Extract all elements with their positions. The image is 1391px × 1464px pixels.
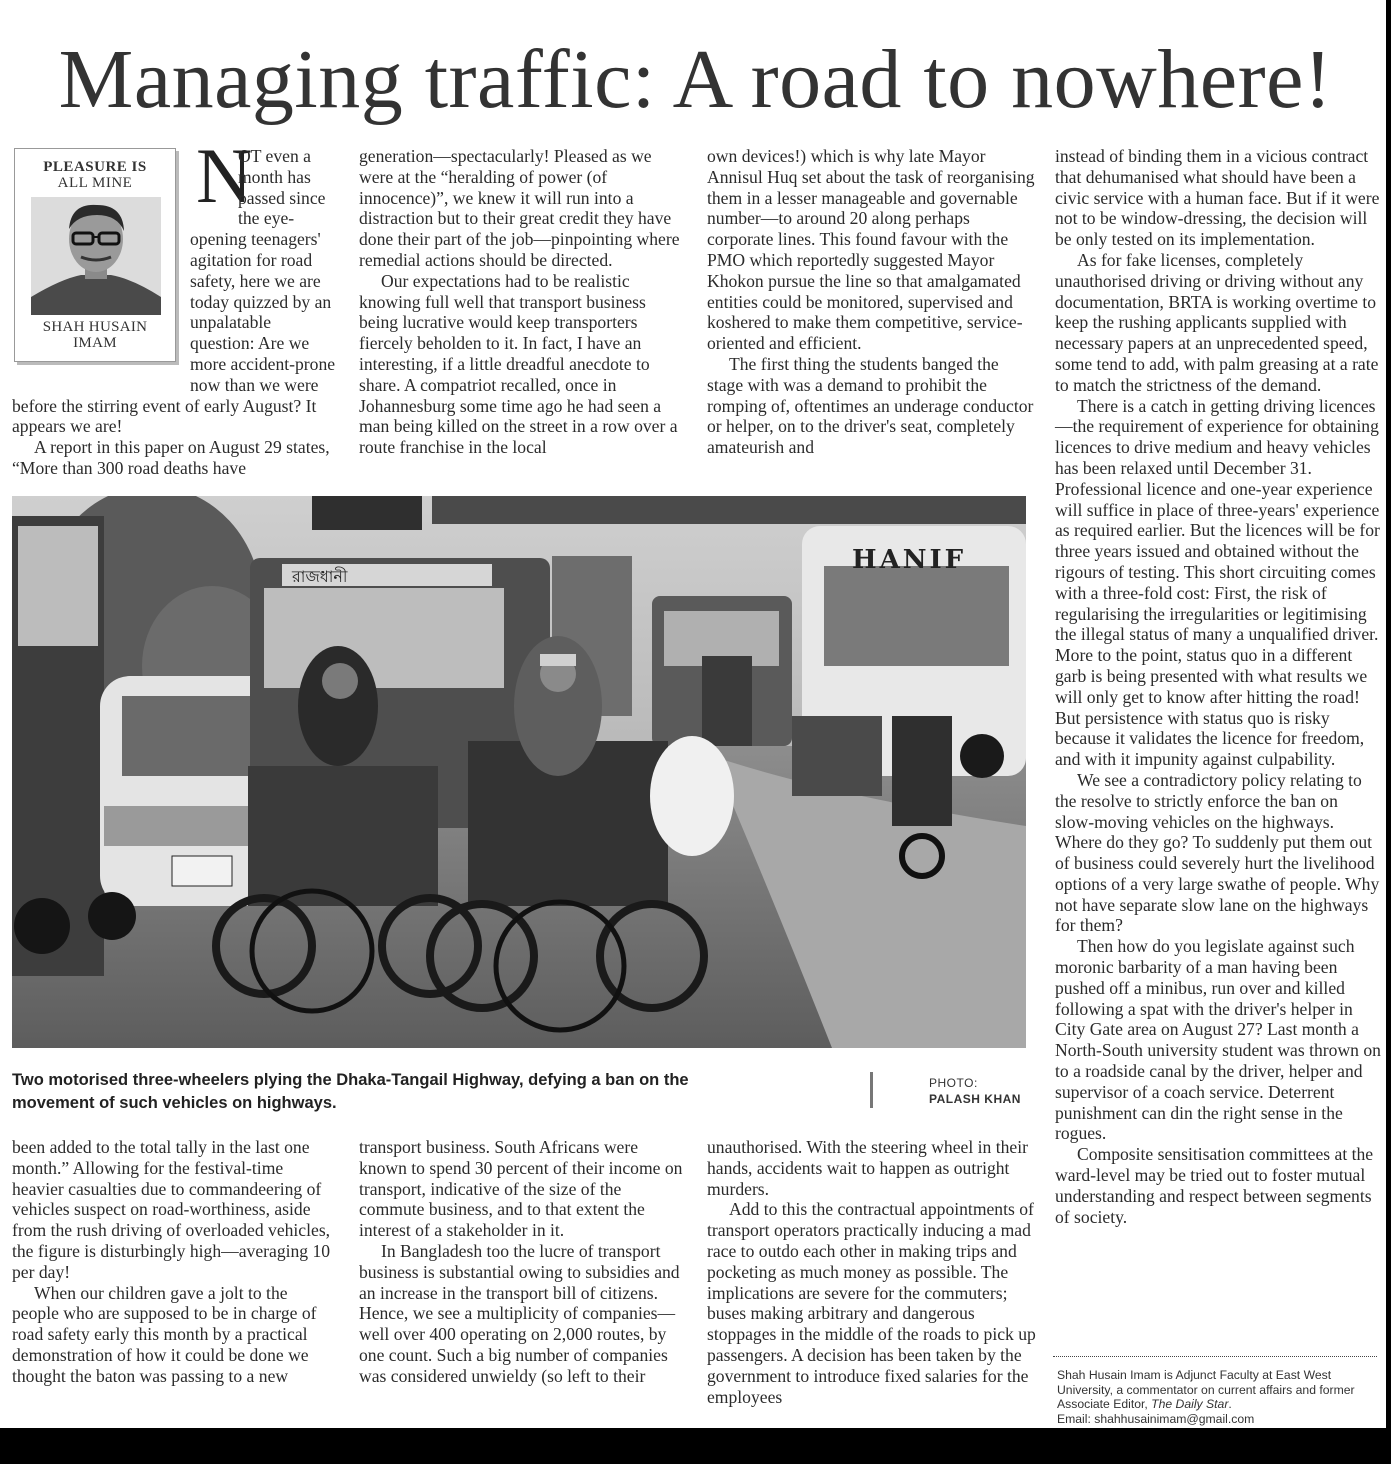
col1-bot-para-2: When our children gave a jolt to the people who are supposed to be in charge of road safety early this month by a practical demonstration of how it could be done we thought the baton was passing to a new [12,1282,317,1386]
col1-top-para-1: OT even a month has passed since the eye-opening teenagers' agitation for road safety, here we are today quizzed by an unpalatable question: Are we more accident-prone now than we were before the stirring event of early August? It appears we are! [12,146,336,437]
column-4 [1055,146,1381,1227]
column-name-line1: PLEASURE IS [43,159,147,175]
column-name-line2: ALL MINE [57,175,133,191]
column-1-bottom [12,1137,338,1387]
col3-bot-para-2: Add to this the contractual appointments of transport operators practically inducing a mad race to outdo each other in making trips and pocketing as much money as possible. The implications are severe for the commuters; buses making arbitrary and dangerous stoppages in the middle of the roads to pick up passengers. A decision has been taken by the government to introduce fixed salaries for the employees [707,1199,1036,1407]
col2-bot-para-1: transport business. South Africans were known to spend 30 percent of their income on transport, indicative of the size of the commute business, and to that extent the interest of a stakeholder in it. [359,1137,683,1241]
col2-top-para-2: Our expectations had to be realistic knowing full well that transport business being lucrative would keep transporters fiercely beholden to it. In fact, I have an interesting, if a little dreadful anecdote to share. A compatriot recalled, once in Johannesburg some time ago he had seen a man being killed on the street in a row over a route franchise in the local [359,270,678,458]
author-name-line1: SHAH HUSAIN [42,319,148,335]
photo-credit [929,1075,1021,1107]
col4-para-4: We see a contradictory policy relating to the resolve to strictly enforce the ban on slow-moving vehicles on the highways. Where do they go? To suddenly put them out of business could severely hurt the livelihood options of a very large swathe of people. Why not have separate slow lane on the highways for them? [1055,769,1380,936]
scan-edge-bottom [0,1428,1391,1464]
col2-top-para-1: generation—spectacularly! Pleased as we were at the “heralding of power (of innocence)”, we knew it will run into a distraction but to their great credit they have done their part of the job—pinpointing where remedial actions should be directed. [359,146,680,270]
col4-para-6: Composite sensitisation committees at the ward-level may be tried out to foster mutual understanding and respect between segments of society. [1055,1144,1374,1227]
col4-para-2: As for fake licenses, completely unauthorised driving or driving without any documentation, BRTA is working overtime to keep the rushing applicants supplied with necessary papers at an unprecedented speed, some tend to add, with palm greasing at a rate to match the strictness of the demand. [1055,249,1379,395]
col1-top-para-2: A report in this paper on August 29 states, “More than 300 road deaths have [12,437,330,478]
col3-top-para-1: own devices!) which is why late Mayor Annisul Huq set about the task of reorganising them in a lesser manageable and governable number—to around 20 along perhaps corporate lines. This found favour with the PMO which reportedly suggested Mayor Khokon pursue the line so that amalgamated entities could be monitored, supervised and koshered to make them competitive, service-oriented and efficient. [707,146,1035,354]
col3-top-para-2: The first thing the students banged the stage with was a demand to prohibit the romping of, oftentimes an underage conductor or helper, on to the driver's seat, completely amateurish and [707,353,1034,458]
col1-bot-para-1: been added to the total tally in the last one month.” Allowing for the festival-time heavier casualties due to commandeering of vehicles suspect on road-worthiness, aside from the rush driving of overloaded vehicles, the figure is disturbingly high—averaging 10 per day! [12,1137,331,1282]
bus-sign-left: রাজধানী [292,567,348,586]
footnote-period: . [1228,1397,1232,1411]
traffic-photo-illustration [12,496,1026,1048]
credit-divider [870,1072,873,1108]
photo-caption: Two motorised three-wheelers plying the Dhaka-Tangail Highway, defying a ban on the movement of such vehicles on highways. [12,1071,689,1112]
col4-para-5: Then how do you legislate against such moronic barbarity of a man having been pushed off a minibus, run over and killed following a spat with the driver's helper in City Gate area on August 27? Last month a North-South university student was thrown on to a roadside canal by the driver, helper and supervisor of a coach service. Deterrent punishment can din the right sense in the rogues. [1055,936,1381,1144]
col4-para-1: instead of binding them in a vicious contract that dehumanised what should have been a civic service with a human face. But if it were not to be window-dressing, the decision will be only tested on its implementation. [1055,146,1380,250]
photo-credit-name: PALASH KHAN [929,1092,1021,1106]
footnote-text: Shah Husain Imam is Adjunct Faculty at East West University, a commentator on current affairs and former Associate Editor, [1057,1368,1355,1411]
column-3-bottom [707,1137,1037,1407]
author-name-line2: IMAM [73,335,117,351]
column-1-top [12,146,338,479]
footnote-email: Email: shahhusainimam@gmail.com [1057,1411,1255,1426]
scan-edge-right [1386,0,1391,1428]
column-2-bottom [359,1137,689,1387]
photo-credit-label: PHOTO: [929,1076,978,1090]
footnote-publication: The Daily Star [1151,1397,1229,1411]
column-3-top [707,146,1037,458]
author-footnote [1057,1368,1379,1426]
col4-para-3: There is a catch in getting driving licences—the requirement of experience for obtaining licences to drive medium and heavy vehicles has been relaxed until December 31. Professional licence and one-year experience will suffice in place of three-years' experience as required earlier. But the licences will be for three years issued and obtained without the rigours of testing. This short circuiting comes with a three-fold cost: First, the risk of regularising the irregularities or legitimising the illegal status of many a unqualified driver. More to the point, status quo in a different garb is being presented with what results we will only get to know after hitting the road! But persistence with status quo is risky because it validates the licence for freedom, and with it impunity against culpability. [1055,395,1380,770]
headline: Managing traffic: A road to nowhere! [58,33,1333,126]
article-photo [12,496,1026,1048]
drop-cap: N [196,132,253,219]
bus-sign-hanif: HANIF [852,545,967,575]
col2-bot-para-2: In Bangladesh too the lucre of transport business is substantial owing to subsidies and an increase in the transport bill of citizens. Hence, we see a multiplicity of companies—well over 400 operating on 2,000 routes, by one count. Such a big number of companies was considered unwieldy (so left to their [359,1240,680,1386]
column-2-top [359,146,689,458]
col3-bot-para-1: unauthorised. With the steering wheel in their hands, accidents wait to happen as outright murders. [707,1137,1028,1199]
footnote-divider [1053,1356,1377,1357]
